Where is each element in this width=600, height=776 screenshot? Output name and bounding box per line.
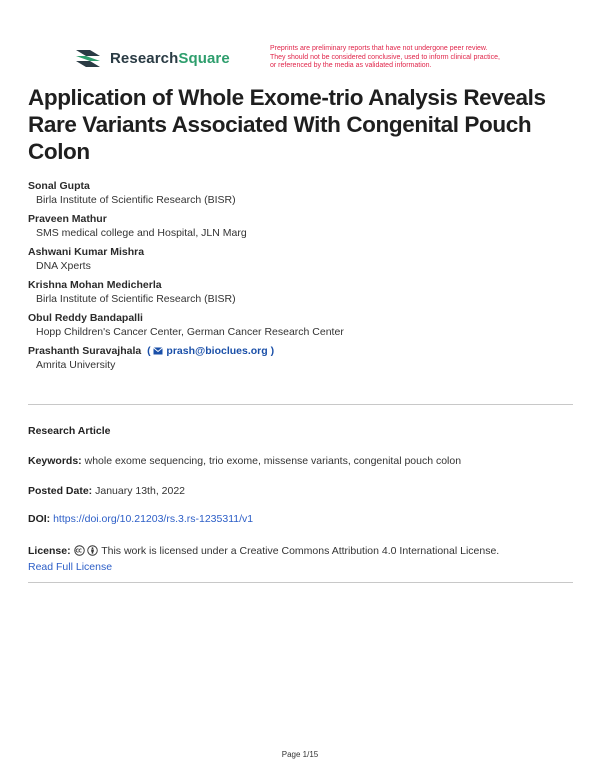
section-divider [28, 582, 573, 583]
notice-line: or referenced by the media as validated information. [270, 62, 432, 69]
author-affiliation: DNA Xperts [36, 260, 91, 272]
research-square-logo-icon [74, 47, 102, 69]
contact-open-paren: ( [147, 345, 151, 357]
envelope-icon [153, 347, 163, 355]
section-divider [28, 404, 573, 405]
author-email-link[interactable]: prash@bioclues.org [166, 345, 268, 357]
keywords-row [28, 455, 578, 467]
attribution-icon [87, 545, 98, 556]
author-entry [28, 345, 578, 373]
logo-wordmark [110, 50, 230, 67]
author-name[interactable]: Prashanth Suravajhala [28, 345, 142, 357]
author-entry [28, 180, 578, 208]
author-name[interactable]: Ashwani Kumar Mishra [28, 246, 145, 258]
posted-date-label: Posted Date: [28, 485, 93, 497]
author-entry [28, 279, 578, 307]
page-header [0, 0, 600, 80]
keywords-value: whole exome sequencing, trio exome, missense variants, congenital pouch colon [84, 455, 462, 467]
author-name-corresponding [28, 345, 578, 358]
author-entry [28, 213, 578, 241]
article-type-label: Research Article [28, 425, 111, 437]
read-full-license-link[interactable]: Read Full License [28, 561, 113, 573]
logo-text-main: Research [110, 49, 179, 67]
article-type [28, 425, 578, 437]
doi-link[interactable]: https://doi.org/10.21203/rs.3.rs-1235311/v1 [53, 513, 254, 525]
author-affiliation: SMS medical college and Hospital, JLN Marg [36, 227, 247, 239]
notice-line: They should not be considered conclusive, used to inform clinical practice, [270, 53, 500, 61]
paper-title: Application of Whole Exome-trio Analysis Reveals Rare Variants Associated With Congenital Pouch Colon [28, 85, 546, 164]
logo-text-accent: Square [178, 49, 230, 67]
author-name[interactable]: Krishna Mohan Medicherla [28, 279, 162, 291]
notice-line: Preprints are preliminary reports that have not undergone peer review. [270, 45, 488, 52]
research-square-logo[interactable] [74, 47, 230, 69]
keywords-label: Keywords: [28, 455, 82, 467]
license-label: License: [28, 545, 71, 557]
author-name[interactable]: Praveen Mathur [28, 213, 107, 225]
author-name[interactable]: Sonal Gupta [28, 180, 90, 192]
author-name[interactable]: Obul Reddy Bandapalli [28, 312, 143, 324]
author-affiliation: Birla Institute of Scientific Research (BISR) [36, 293, 236, 305]
posted-date-value: January 13th, 2022 [95, 485, 186, 497]
doi-label: DOI: [28, 513, 51, 525]
preprint-notice [270, 45, 570, 71]
author-entry [28, 312, 578, 340]
posted-date-row [28, 485, 578, 497]
author-affiliation: Birla Institute of Scientific Research (BISR) [36, 194, 236, 206]
contact-close-paren: ) [270, 345, 275, 357]
author-list [28, 180, 578, 378]
license-text: This work is licensed under a Creative Commons Attribution 4.0 International License. [101, 545, 500, 557]
license-row [28, 543, 578, 575]
doi-row [28, 513, 578, 525]
author-affiliation: Amrita University [36, 359, 116, 371]
page-number: Page 1/15 [281, 750, 319, 759]
author-affiliation: Hopp Children's Cancer Center, German Cancer Research Center [36, 326, 344, 338]
author-entry [28, 246, 578, 274]
creative-commons-icon [74, 545, 85, 556]
